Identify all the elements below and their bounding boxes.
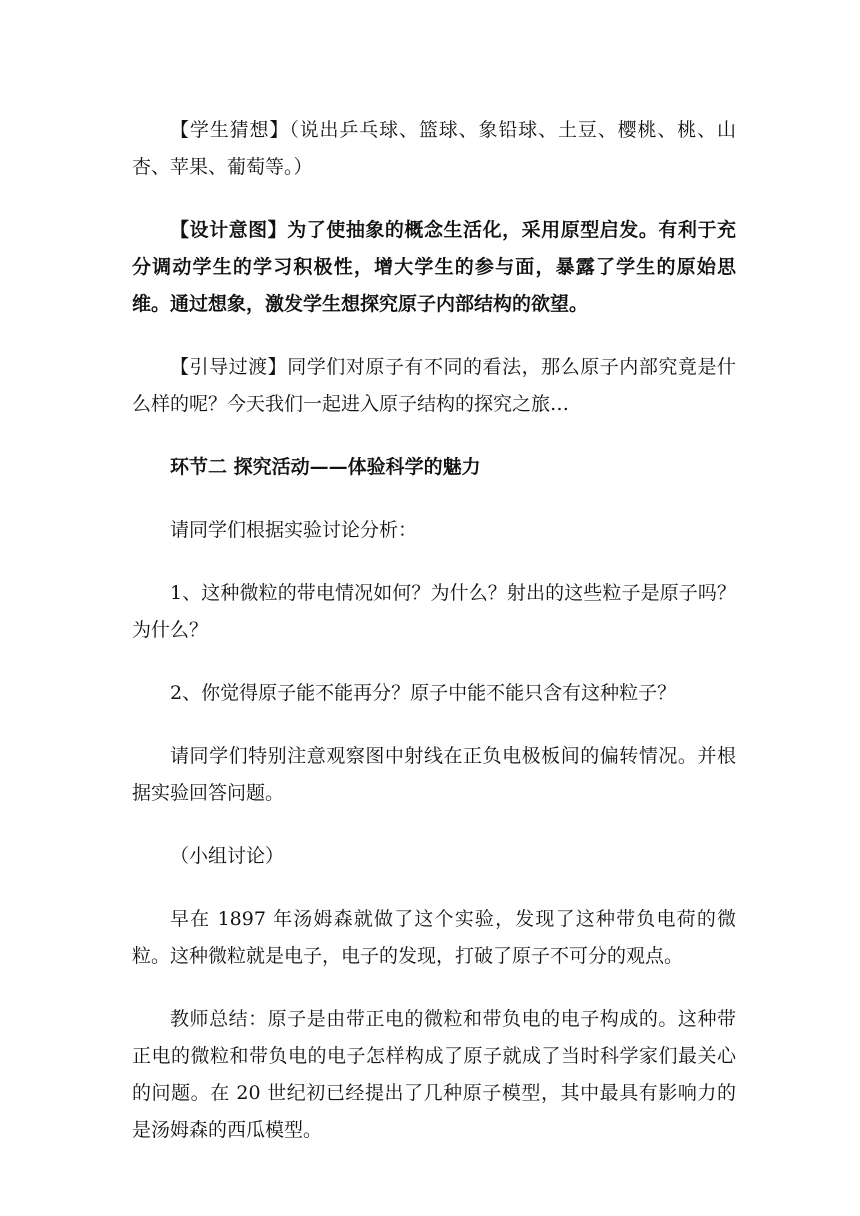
student-guess-paragraph: 【学生猜想】（说出乒乓球、篮球、象铅球、土豆、樱桃、桃、山杏、苹果、葡萄等。） [132, 119, 736, 178]
teacher-summary-paragraph: 教师总结：原子是由带正电的微粒和带负电的电子构成的。这种带正电的微粒和带负电的电子怎样构成了原子就成了当时科学家们最关心的问题。在 20 世纪初已经提出了几种原子模型，其中最具有影响力的是汤姆森的西瓜模型。 [132, 1008, 736, 1141]
guided-transition-paragraph: 【引导过渡】同学们对原子有不同的看法，那么原子内部究竟是什么样的呢？今天我们一起进入原子结构的探究之旅… [132, 356, 736, 415]
thomson-history-paragraph: 早在 1897 年汤姆森就做了这个实验，发现了这种带负电荷的微粒。这种微粒就是电子，电子的发现，打破了原子不可分的观点。 [132, 908, 736, 967]
observation-instruction: 请同学们特别注意观察图中射线在正负电极板间的偏转情况。并根据实验回答问题。 [132, 745, 736, 804]
group-discussion-note: （小组讨论） [170, 845, 285, 867]
question-1: 1、这种微粒的带电情况如何？为什么？射出的这些粒子是原子吗？为什么？ [132, 582, 736, 641]
question-2: 2、你觉得原子能不能再分？原子中能不能只含有这种粒子？ [170, 682, 677, 704]
section-heading: 环节二 探究活动——体验科学的魅力 [170, 456, 481, 478]
discussion-prompt: 请同学们根据实验讨论分析： [170, 519, 418, 541]
design-intent-paragraph: 【设计意图】为了使抽象的概念生活化，采用原型启发。有利于充分调动学生的学习积极性，增大学生的参与面，暴露了学生的原始思维。通过想象，激发学生想探究原子内部结构的欲望。 [132, 219, 736, 315]
